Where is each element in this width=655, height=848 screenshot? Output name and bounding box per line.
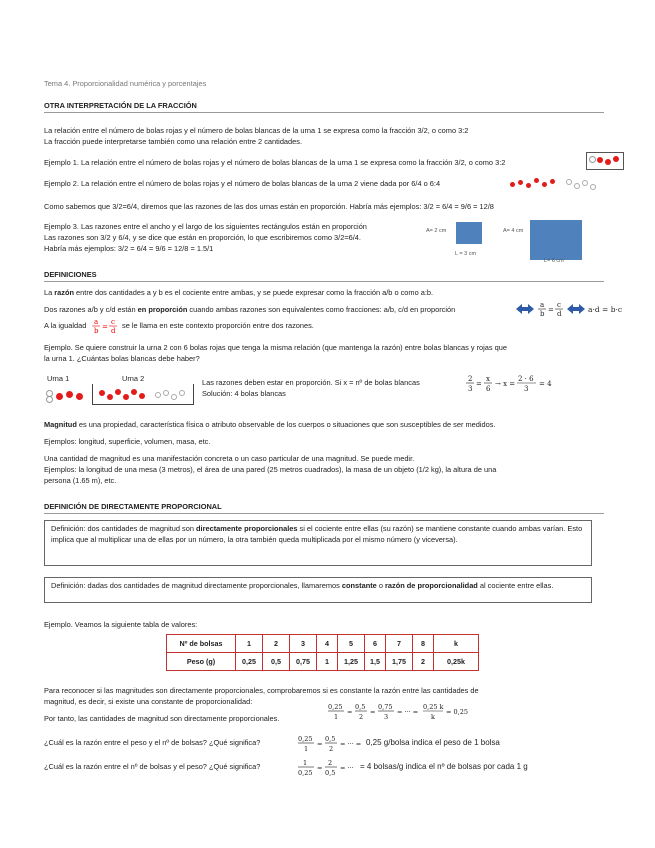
table-cell: 1: [236, 635, 263, 653]
example-question: la urna 1. ¿Cuántas bolas blancas debe haber?: [44, 354, 200, 363]
values-table: [166, 634, 479, 671]
svg-text:1: 1: [334, 713, 339, 721]
rectangle-large: [530, 220, 582, 260]
svg-text:= 0,25: = 0,25: [446, 708, 468, 716]
table-cell: 0,5: [263, 653, 290, 671]
example-3: Las razones son 3/2 y 6/4, y se dice que están en proporción, lo que escribiremos como 3/2=6/4.: [44, 233, 361, 242]
svg-text:1: 1: [304, 745, 309, 753]
urna-1-label: Urna 1: [47, 374, 70, 383]
example-question: Ejemplo. Se quiere construir la urna 2 con 6 bolas rojas que tenga la misma relación (que mantenga la razón) entre bolas blancas y rojas que: [44, 343, 507, 352]
ratio-formula-1: [298, 732, 364, 756]
def-igualdad: A la igualdad: [44, 321, 87, 330]
table-cell: 8: [413, 635, 434, 653]
question-2: ¿Cuál es la razón entre el nº de bolsas y el peso? ¿Qué significa?: [44, 762, 261, 771]
paragraph: La relación entre el número de bolas rojas y el número de bolas blancas de la urna 1 se expresa como la fracción 3/2, o como 3:2: [44, 126, 469, 135]
section-rule: [44, 513, 604, 514]
cantidad-ejemplos: persona (1.65 m), etc.: [44, 476, 117, 485]
paragraph: La fracción puede interpretarse también como una relación entre 2 cantidades.: [44, 137, 303, 146]
svg-text:b: b: [94, 327, 99, 335]
def-magnitud: Magnitud es una propiedad, característica física o atributo observable de los cuerpos o situaciones que son susceptibles de ser medidos.: [44, 420, 496, 429]
svg-text:=: =: [102, 323, 108, 331]
cantidad-ejemplos: Ejemplos: la longitud de una mesa (3 metros), el área de una pared (25 metros cuadrados), la masa de un objeto (1/2 kg), la altura de una: [44, 465, 497, 474]
svg-text:= 4: = 4: [539, 380, 552, 388]
table-row: [167, 653, 479, 671]
svg-text:=: =: [548, 306, 554, 314]
paragraph: Para reconocer si las magnitudes son directamente proporcionales, comprobaremos si es constante la razón entre las cantidades de: [44, 686, 479, 695]
solution-formula: [466, 372, 566, 396]
table-cell: 1,25: [338, 653, 365, 671]
table-cell: Peso (g): [167, 653, 236, 671]
svg-text:3: 3: [468, 385, 473, 393]
constant-formula: [328, 700, 478, 724]
svg-text:= ··· =: = ··· =: [340, 740, 362, 748]
section-title-directamente: DEFINICIÓN DE DIRECTAMENTE PROPORCIONAL: [44, 502, 222, 511]
def-razon: La razón entre dos cantidades a y b es el cociente entre ambas, y se puede expresar como la fracción a/b o como a:b.: [44, 288, 434, 297]
table-intro: Ejemplo. Veamos la siguiente tabla de valores:: [44, 620, 198, 629]
paragraph: Como sabemos que 3/2=6/4, diremos que las razones de las dos urnas están en proporción. Habría más ejemplos: 3/2 = 6/4 = 9/6 = 12/8: [44, 202, 494, 211]
svg-text:c: c: [557, 301, 561, 309]
svg-text:6: 6: [486, 385, 491, 393]
svg-text:0,25: 0,25: [328, 703, 343, 711]
svg-text:0,75: 0,75: [378, 703, 393, 711]
urna-2-label: Urna 2: [122, 374, 145, 383]
svg-text:c: c: [111, 318, 115, 326]
table-cell: k: [434, 635, 479, 653]
svg-text:=: =: [370, 708, 376, 716]
svg-text:2 · 6: 2 · 6: [518, 375, 534, 383]
example-answer: Las razones deben estar en proporción. Si x = nº de bolas blancas: [202, 378, 420, 387]
svg-text:2: 2: [329, 745, 334, 753]
proportion-cross-product: a·d = b·c: [588, 305, 623, 314]
section-title-fraccion: OTRA INTERPRETACIÓN DE LA FRACCIÓN: [44, 101, 197, 110]
svg-text:=: =: [317, 764, 323, 772]
table-cell: Nº de bolsas: [167, 635, 236, 653]
paragraph: Por tanto, las cantidades de magnitud son directamente proporcionales.: [44, 714, 280, 723]
svg-text:0,5: 0,5: [355, 703, 366, 711]
def-cantidad: Una cantidad de magnitud es una manifestación concreta o un caso particular de una magnitud. Se puede medir.: [44, 454, 415, 463]
svg-text:k: k: [431, 713, 435, 721]
svg-text:0,5: 0,5: [325, 735, 336, 743]
example-3: Habría más ejemplos: 3/2 = 6/4 = 9/6 = 12/8 = 1.5/1: [44, 244, 214, 253]
question-1: ¿Cuál es la razón entre el peso y el nº de bolsas? ¿Qué significa?: [44, 738, 261, 747]
def-proporcion: Dos razones a/b y c/d están en proporción cuando ambas razones son equivalentes como fracciones: a/b, c/d en proporción: [44, 305, 456, 314]
table-cell: 6: [365, 635, 386, 653]
def-igualdad: se le llama en este contexto proporción entre dos razones.: [122, 321, 314, 330]
svg-text:1: 1: [303, 759, 308, 767]
magnitud-ejemplos: Ejemplos: longitud, superficie, volumen, masa, etc.: [44, 437, 211, 446]
table-cell: 1,75: [386, 653, 413, 671]
svg-text:=: =: [476, 380, 482, 388]
section-title-definiciones: DEFINICIONES: [44, 270, 97, 279]
svg-text:0,25: 0,25: [298, 735, 313, 743]
svg-text:= ··· =: = ··· =: [397, 708, 419, 716]
svg-text:3: 3: [524, 385, 529, 393]
svg-text:2: 2: [468, 375, 473, 383]
definition-box-1: Definición: dos cantidades de magnitud son directamente proporcionales si el cociente entre ellas (su razón) se mantiene constante cuando ambas varían. Esto implica que al multiplicar una de ellas por un número, la otra también queda multiplicada por el mismo número (y viceversa).: [44, 520, 592, 566]
answer-1: 0,25 g/bolsa indica el peso de 1 bolsa: [366, 738, 500, 747]
urna-1-image: [44, 384, 90, 404]
red-proportion-formula: [92, 316, 120, 336]
rect-label: A= 2 cm: [426, 228, 447, 234]
table-cell: 3: [290, 635, 317, 653]
ratio-formula-2: [298, 756, 358, 780]
example-2: Ejemplo 2. La relación entre el número de bolas rojas y el número de bolas blancas de la urna 2 viene dada por 6/4 o 6:4: [44, 179, 441, 188]
section-rule: [44, 112, 604, 113]
table-cell: 0,25: [236, 653, 263, 671]
table-cell: 1: [317, 653, 338, 671]
svg-text:b: b: [540, 310, 545, 318]
table-cell: 5: [338, 635, 365, 653]
table-cell: 2: [413, 653, 434, 671]
answer-2: = 4 bolsas/g indica el nº de bolsas por cada 1 g: [360, 762, 528, 771]
table-cell: 7: [386, 635, 413, 653]
svg-text:0,25: 0,25: [298, 769, 313, 777]
example-solution: Solución: 4 bolas blancas: [202, 389, 286, 398]
table-row: [167, 635, 479, 653]
page-header: Tema 4. Proporcionalidad numérica y porcentajes: [44, 79, 207, 88]
svg-text:2: 2: [328, 759, 333, 767]
rect-label: L= 6 cm: [544, 258, 564, 264]
svg-text:0,5: 0,5: [325, 769, 336, 777]
rect-label: L = 3 cm: [455, 251, 477, 257]
svg-text:x: x: [486, 375, 490, 383]
table-cell: 0,75: [290, 653, 317, 671]
table-cell: 1,5: [365, 653, 386, 671]
svg-text:a: a: [540, 301, 545, 309]
svg-text:a: a: [94, 318, 99, 326]
table-cell: 4: [317, 635, 338, 653]
svg-text:=: =: [347, 708, 353, 716]
example-3: Ejemplo 3. Las razones entre el ancho y el largo de los siguientes rectángulos están en proporción: [44, 222, 367, 231]
svg-text:=: =: [317, 740, 323, 748]
svg-text:2: 2: [359, 713, 364, 721]
svg-text:d: d: [111, 327, 116, 335]
section-rule: [44, 281, 604, 282]
definition-box-2: Definición: dadas dos cantidades de magnitud directamente proporcionales, llamaremos constante o razón de proporcionalidad al cociente entre ellas.: [44, 577, 592, 603]
svg-text:3: 3: [384, 713, 389, 721]
rectangle-small: [456, 222, 482, 244]
svg-text:d: d: [557, 310, 562, 318]
rect-label: A= 4 cm: [503, 228, 524, 234]
svg-text:= ···: = ···: [340, 764, 354, 772]
svg-text:→ x =: → x =: [495, 380, 516, 388]
paragraph: magnitud, es decir, si existe una constante de proporcionalidad:: [44, 697, 253, 706]
svg-text:0,25 k: 0,25 k: [423, 703, 444, 711]
table-cell: 2: [263, 635, 290, 653]
urna-1-image: [586, 152, 624, 170]
table-cell: 0,25k: [434, 653, 479, 671]
example-1: Ejemplo 1. La relación entre el número de bolas rojas y el número de bolas blancas de la urna 1 se expresa como la fracción 3/2, o como 3:2: [44, 158, 506, 167]
urna-2-image: [508, 176, 598, 192]
urna-2-image: [92, 384, 194, 405]
